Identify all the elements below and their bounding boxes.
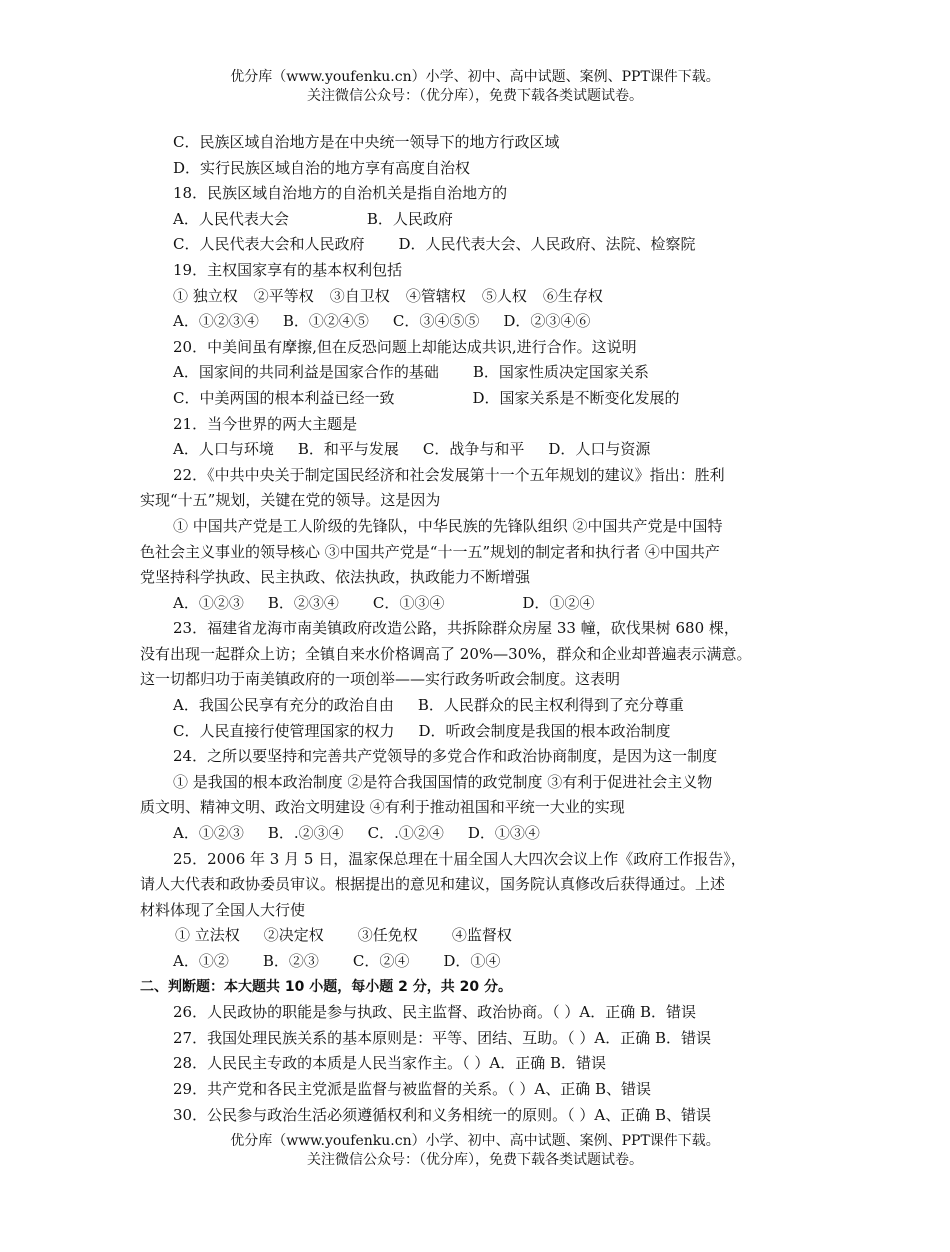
tf-question: 26．人民政协的职能是参与执政、民主监督、政治协商。（ ）A．正确 B．错误 [173,1003,696,1022]
tf-question: 29．共产党和各民主党派是监督与被监督的关系。（ ）A、正确 B、错误 [173,1079,651,1098]
q25-option-b: B．②③ [262,952,319,970]
q24-option-c: C．.①②④ [367,824,444,843]
q19-item: ① 独立权 [173,286,238,305]
q22-statement-line: 色社会主义事业的领导核心 ③中国共产党是“十一五”规划的制定者和执行者 ④中国共产 [140,542,720,561]
q25-options [140,949,830,975]
q25-stem-line: 请人大代表和政协委员审议。根据提出的意见和建议，国务院认真修改后获得通过。上述 [140,875,726,894]
q18-option-d: D．人民代表大会、人民政府、法院、检察院 [398,235,696,254]
q24-statement-line: ① 是我国的根本政治制度 ②是符合我国国情的政党制度 ③有利于促进社会主义物 [173,772,713,791]
q25-item: ②决定权 [263,926,324,945]
q18-option-a: A．人民代表大会 [173,209,289,228]
q23-stem-line: 这一切都归功于南美镇政府的一项创举——实行政务听政会制度。这表明 [140,670,621,689]
q24-option-d: D．①③④ [467,824,540,843]
q23-option-a: A．我国公民享有充分的政治自由 [173,696,394,715]
q20-stem: 20．中美间虽有摩擦,但在反恐问题上却能达成共识,进行合作。这说明 [173,337,637,356]
exam-content [140,130,830,1128]
q25-option-a: A．①② [173,952,229,970]
q25-item: ③任免权 [357,926,418,945]
q21-option-d: D．人口与资源 [548,440,651,459]
q19-option-a: A．①②③④ [173,312,259,331]
q25-items [140,923,830,949]
tf-question: 28．人民民主专政的本质是人民当家作主。（ ）A．正确 B．错误 [173,1054,606,1073]
tf-question: 27．我国处理民族关系的基本原则是：平等、团结、互助。（ ）A．正确 B．错误 [173,1028,711,1047]
q22-option-d: D．①②④ [522,593,595,612]
q24-option-b: B．.②③④ [267,824,344,843]
section-2-title: 二、判断题：本大题共 10 小题，每小题 2 分，共 20 分。 [140,978,512,995]
q21-option-a: A．人口与环境 [173,440,274,459]
q19-item: ②平等权 [253,286,314,305]
q22-stem-line: 22．《中共中央关于制定国民经济和社会发展第十一个五年规划的建议》指出：胜利 [173,465,725,484]
q20-option-d: D．国家关系是不断变化发展的 [472,388,680,407]
q21-option-b: B．和平与发展 [297,440,399,459]
header-line-2: 关注微信公众号：（优分库），免费下载各类试题试卷。 [307,88,643,104]
footer-line-2: 关注微信公众号：（优分库），免费下载各类试题试卷。 [307,1152,643,1168]
q22-statement-line: ① 中国共产党是工人阶级的先锋队，中华民族的先锋队组织 ②中国共产党是中国特 [173,516,723,535]
q20-option-b: B．国家性质决定国家关系 [472,363,649,382]
q25-item: ④监督权 [451,926,512,945]
q24-option-a: A．①②③ [173,824,244,843]
q20-option-a: A．国家间的共同利益是国家合作的基础 [173,363,439,382]
q25-stem-line: 25．2006 年 3 月 5 日，温家保总理在十届全国人大四次会议上作《政府工作报告》， [173,849,746,868]
q24-options [140,821,830,847]
q18-stem: 18．民族区域自治地方的自治机关是指自治地方的 [173,184,508,203]
q18-option-c: C．人民代表大会和人民政府 [173,235,365,254]
footer-line-1: 优分库（www.youfenku.cn）小学、初中、高中试题、案例、PPT课件下载。 [230,1133,720,1149]
page-footer [0,1132,950,1170]
q19-option-b: B．①②④⑤ [282,312,369,331]
q24-statement-line: 质文明、精神文明、政治文明建设 ④有利于推动祖国和平统一大业的实现 [140,798,625,817]
q19-stem: 19．主权国家享有的基本权利包括 [173,260,403,279]
q23-stem-line: 23．福建省龙海市南美镇政府改造公路，共拆除群众房屋 33 幢，砍伐果树 680 棵， [173,619,739,638]
q22-stem-line: 实现“十五”规划，关键在党的领导。这是因为 [140,491,441,510]
q19-item: ⑥生存权 [542,286,603,305]
q25-item: ① 立法权 [175,926,240,945]
q17-option-d: D．实行民族区域自治的地方享有高度自治权 [173,158,471,177]
page-header [0,68,950,106]
q18-option-b: B．人民政府 [366,209,453,228]
q23-option-d: D．听政会制度是我国的根本政治制度 [418,721,671,740]
q22-options [140,591,830,617]
q25-stem-line: 材料体现了全国人大行使 [140,900,306,919]
q25-option-d: D．①④ [443,952,501,970]
q17-option-c: C．民族区域自治地方是在中央统一领导下的地方行政区域 [173,133,560,151]
q25-option-c: C．②④ [352,952,410,970]
q19-option-c: C．③④⑤⑤ [392,312,480,331]
q20-options-cd [140,386,830,412]
q21-option-c: C．战争与和平 [422,440,525,459]
q23-options-ab [140,693,830,719]
q19-item: ⑤人权 [481,286,527,305]
q23-option-b: B．人民群众的民主权利得到了充分尊重 [417,696,684,715]
header-line-1: 优分库（www.youfenku.cn）小学、初中、高中试题、案例、PPT课件下载。 [230,69,720,85]
q24-stem: 24．之所以要坚持和完善共产党领导的多党合作和政治协商制度，是因为这一制度 [173,747,718,766]
q18-options-cd [140,232,830,258]
q23-stem-line: 没有出现一起群众上访；全镇自来水价格调高了 20%—30%，群众和企业却普遍表示满意。 [140,644,752,663]
q18-options-ab [140,207,830,233]
q19-item: ③自卫权 [329,286,390,305]
q19-option-d: D．②③④⑥ [503,312,591,331]
q22-option-a: A．①②③ [173,593,244,612]
q19-options [140,309,830,335]
q23-options-cd [140,719,830,745]
q20-option-c: C．中美两国的根本利益已经一致 [173,388,395,407]
q21-options [140,437,830,463]
q22-option-b: B．②③④ [267,593,339,612]
q20-options-ab [140,360,830,386]
q22-statement-line: 党坚持科学执政、民主执政、依法执政，执政能力不断增强 [140,568,531,587]
q23-option-c: C．人民直接行使管理国家的权力 [173,721,395,740]
tf-question: 30．公民参与政治生活必须遵循权利和义务相统一的原则。（ ）A、正确 B、错误 [173,1105,711,1124]
q19-items [140,284,830,310]
q22-option-c: C．①③④ [372,593,445,612]
q21-stem: 21．当今世界的两大主题是 [173,414,358,433]
q19-item: ④管辖权 [405,286,466,305]
